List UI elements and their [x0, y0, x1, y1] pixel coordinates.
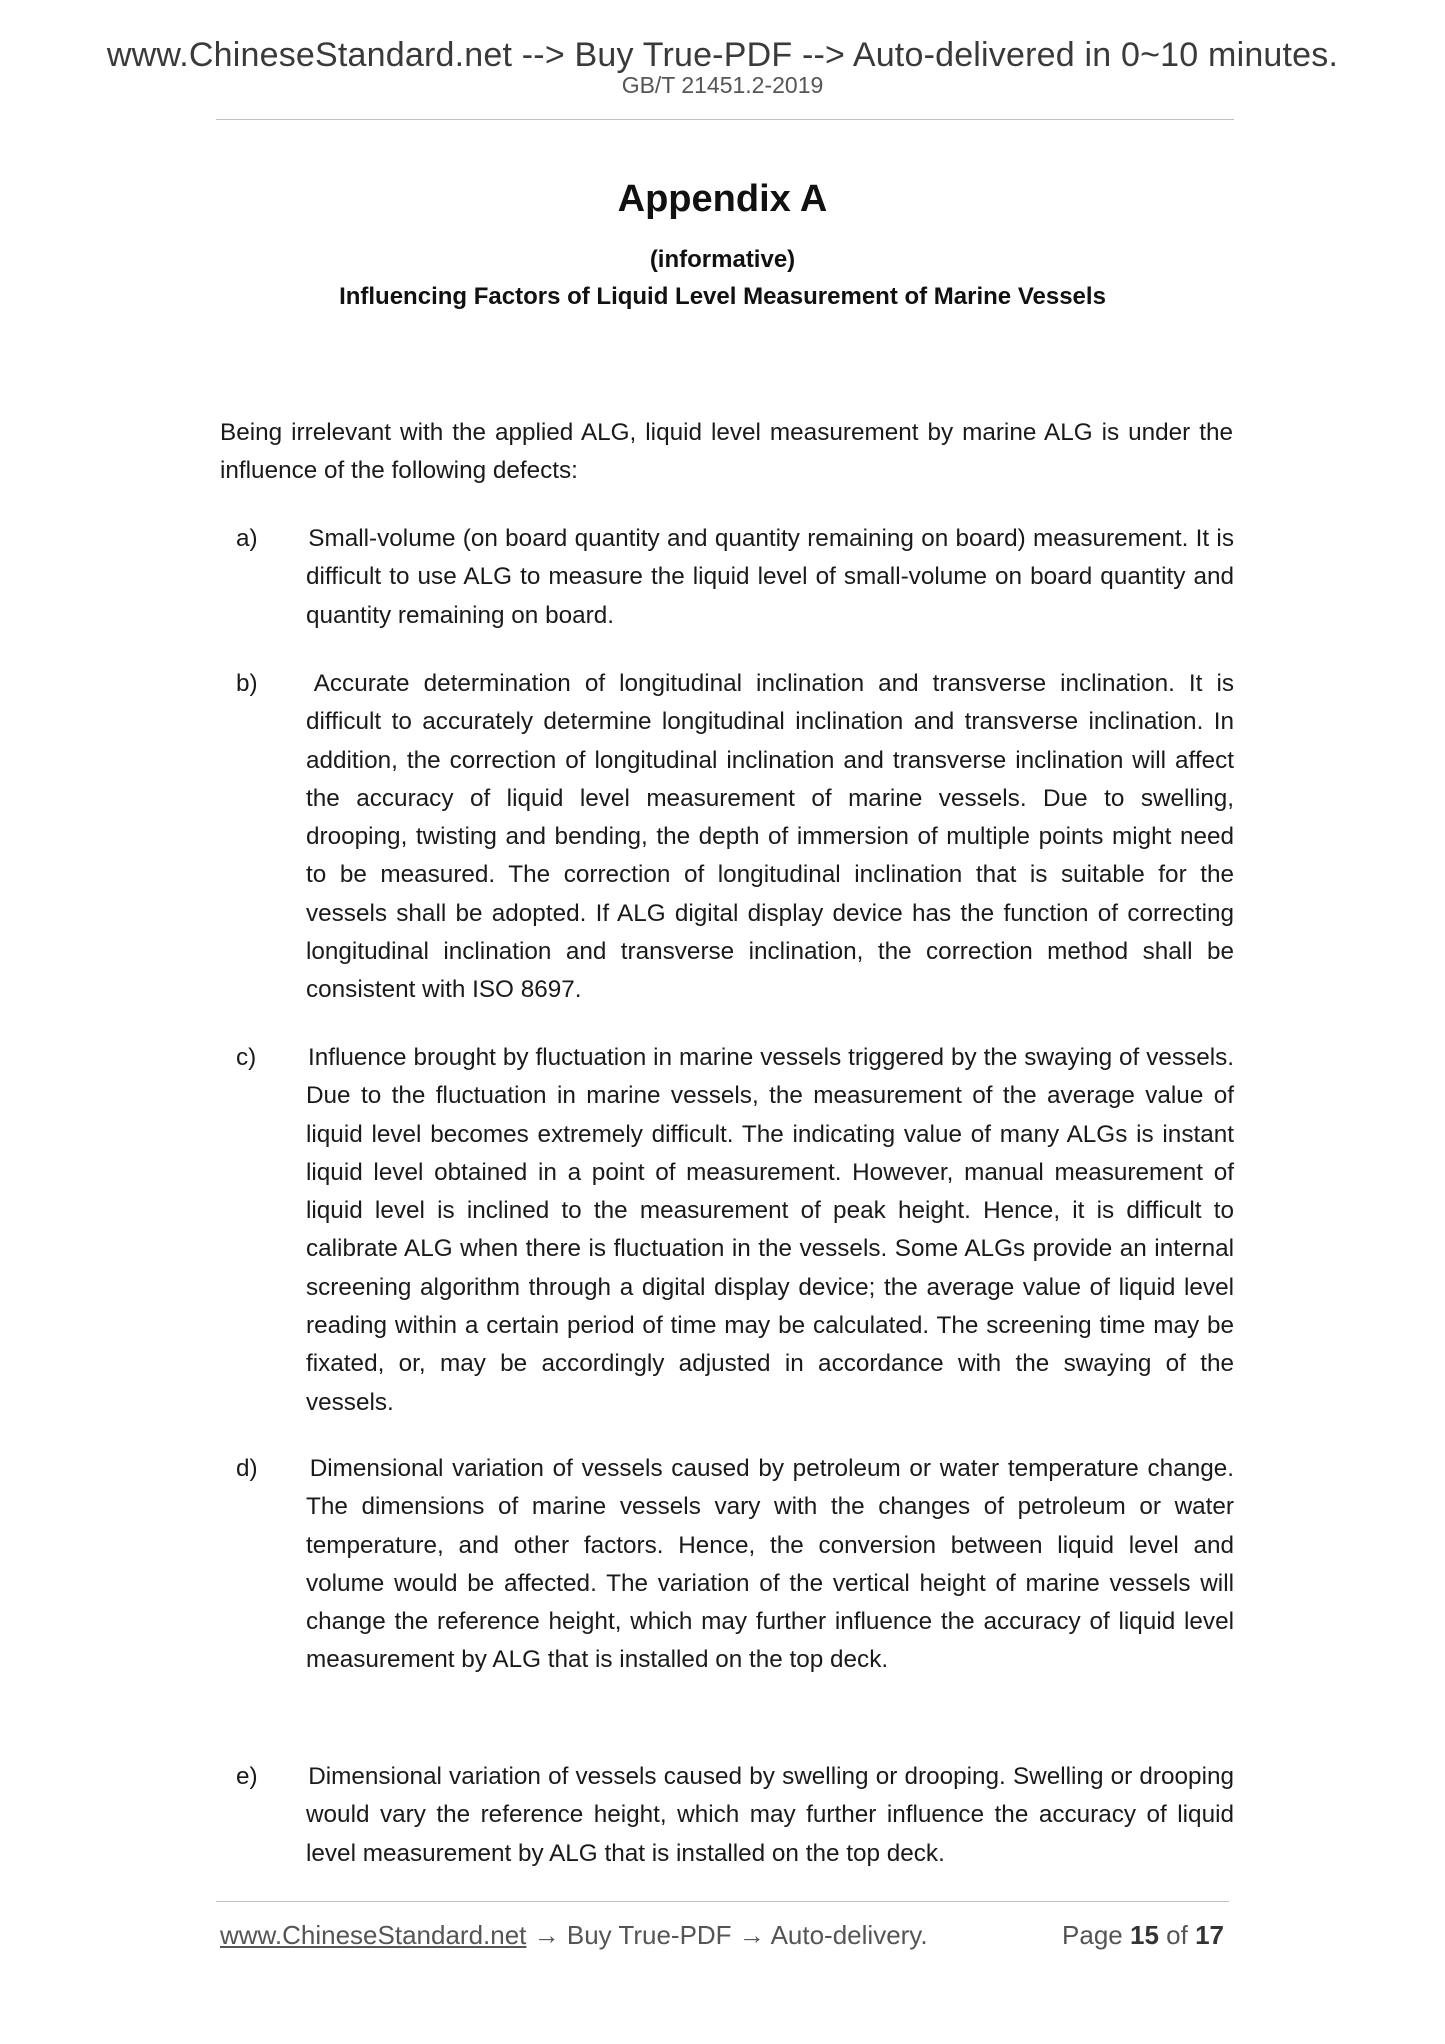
list-item-a [236, 520, 1234, 635]
header-divider [216, 119, 1234, 120]
list-item-text: Accurate determination of longitudinal inclination and transverse inclination. It is difficult to accurately determine longitudinal inclination and transverse inclination. In addition, the correction of longitudinal inclination and transverse inclination will affect the accuracy of liquid level measurement of marine vessels. Due to swelling, drooping, twisting and bending, the depth of immersion of multiple points might need to be measured. The correction of longitudinal inclination that is suitable for the vessels shall be adopted. If ALG digital display device has the function of correcting longitudinal inclination and transverse inclination, the correction method shall be consistent with ISO 8697. [306, 670, 1234, 1004]
intro-paragraph: Being irrelevant with the applied ALG, liquid level measurement by marine ALG is under the influence of the following defects: [220, 419, 1233, 485]
list-item-d [236, 1450, 1234, 1680]
page-total: 17 [1195, 1920, 1224, 1950]
appendix-type: (informative) [649, 246, 796, 273]
page-current: 15 [1130, 1920, 1159, 1950]
list-item-text: Small-volume (on board quantity and quantity remaining on board) measurement. It is difficult to use ALG to measure the liquid level of small-volume on board quantity and quantity remaining on board. [306, 525, 1234, 629]
list-item-c [236, 1039, 1234, 1422]
list-item-text: Dimensional variation of vessels caused by swelling or drooping. Swelling or drooping would vary the reference height, which may further influence the accuracy of liquid level measurement by ALG that is installed on the top deck. [306, 1763, 1234, 1867]
list-marker: a) [236, 525, 258, 552]
list-marker: b) [236, 670, 258, 697]
list-marker: d) [236, 1455, 258, 1482]
page-label: Page [1062, 1920, 1123, 1950]
appendix-subtitle: Influencing Factors of Liquid Level Measurement of Marine Vessels [339, 283, 1106, 310]
footer-tail-text: → Buy True-PDF → Auto-delivery. [526, 1920, 928, 1950]
list-item-b [236, 665, 1234, 1010]
page-of: of [1166, 1920, 1188, 1950]
footer-links [220, 1920, 928, 1951]
list-item-e [236, 1758, 1234, 1873]
page-number [1062, 1920, 1224, 1951]
footer-divider [216, 1901, 1229, 1902]
list-item-text: Dimensional variation of vessels caused by petroleum or water temperature change. The dimensions of marine vessels vary with the changes of petroleum or water temperature, and other factors. Hence, the conversion between liquid level and volume would be affected. The variation of the vertical height of marine vessels will change the reference height, which may further influence the accuracy of liquid level measurement by ALG that is installed on the top deck. [306, 1455, 1234, 1674]
header-banner: www.ChineseStandard.net --> Buy True-PDF --> Auto-delivered in 0~10 minutes. [106, 36, 1339, 74]
appendix-title: Appendix A [617, 178, 828, 220]
document-code: GB/T 21451.2-2019 [621, 72, 824, 98]
list-marker: c) [236, 1044, 257, 1071]
list-marker: e) [236, 1763, 258, 1790]
list-item-text: Influence brought by fluctuation in marine vessels triggered by the swaying of vessels. Due to the fluctuation in marine vessels, the measurement of the average value of liquid level becomes extremely difficult. The indicating value of many ALGs is instant liquid level obtained in a point of measurement. However, manual measurement of liquid level is inclined to the measurement of peak height. Hence, it is difficult to calibrate ALG when there is fluctuation in the vessels. Some ALGs provide an internal screening algorithm through a digital display device; the average value of liquid level reading within a certain period of time may be calculated. The screening time may be fixated, or, may be accordingly adjusted in accordance with the swaying of the vessels. [306, 1044, 1234, 1416]
footer-site-link[interactable]: www.ChineseStandard.net [220, 1920, 527, 1950]
